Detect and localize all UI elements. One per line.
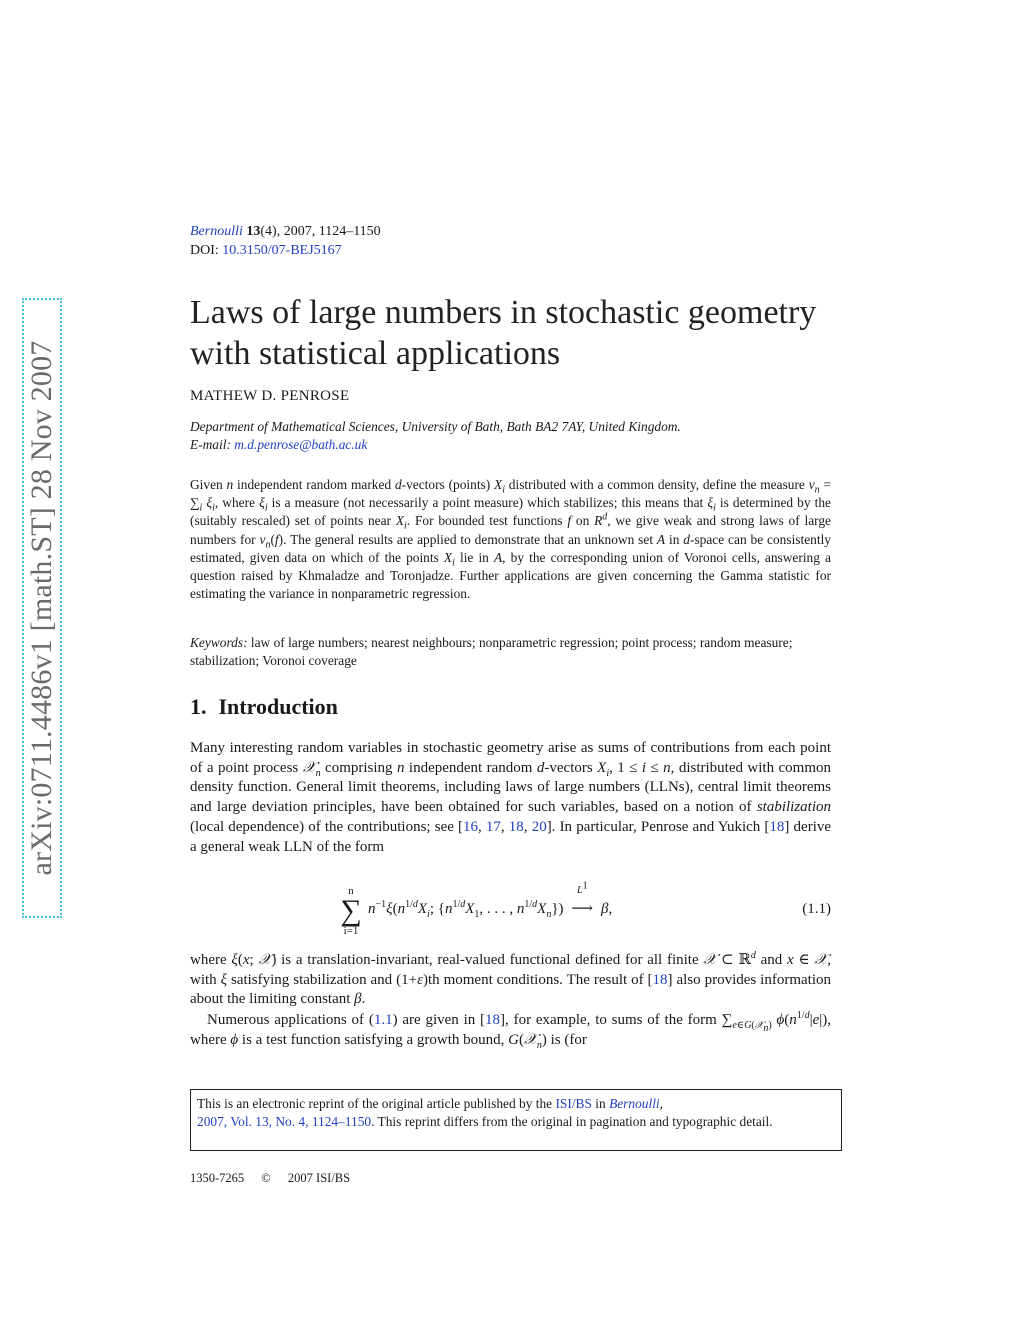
ref-link[interactable]: 16 <box>463 818 479 835</box>
email-label: E-mail: <box>190 437 231 452</box>
equation-1-1 <box>190 880 831 941</box>
arxiv-stamp[interactable]: arXiv:0711.4486v1 [math.ST] 28 Nov 2007 <box>25 340 58 876</box>
journal-volume: 13 <box>246 224 261 239</box>
equation-body: $n^{-1}\xi(n^{1/d}X_i$; {$n^{1/d}X_1$, . . . , $n^{1/d}X_n$}) $L^1$ ⟶ β, <box>368 880 613 920</box>
summation: n ∑ i=1 <box>340 885 362 937</box>
author-name: MATHEW D. PENROSE <box>190 388 350 404</box>
doi-link[interactable]: 10.3150/07-BEJ5167 <box>222 243 342 258</box>
ref-link[interactable]: 20 <box>531 818 547 835</box>
paper-title: Laws of large numbers in stochastic geometry with statistical applications <box>190 294 817 372</box>
citation-link[interactable]: 2007, Vol. 13, No. 4, 1124–1150 <box>197 1114 372 1129</box>
keywords <box>190 634 831 670</box>
issn: 1350-7265 <box>190 1171 245 1185</box>
journal-issue-pages: (4), 2007, 1124–1150 <box>260 224 381 239</box>
isi-link[interactable]: ISI/BS <box>555 1096 592 1111</box>
bernoulli-link[interactable]: Bernoulli <box>609 1096 660 1111</box>
section-title: Introduction <box>218 694 338 719</box>
equation-ref-link[interactable]: 1.1 <box>373 1012 393 1028</box>
affiliation-block <box>190 418 835 454</box>
ref-link[interactable]: 18 <box>652 971 668 988</box>
doi-label: DOI: <box>190 243 219 258</box>
paragraph-2: where ξ(x; 𝒳) is a translation-invariant, real-valued functional defined for all finite 𝒳 ⊂ ℝ$^d$ and x ∈ 𝒳, with ξ satisfying stabilization and (1+ε)th moment conditions. The result of [18] also provides information about the limiting constant β. <box>190 950 831 1008</box>
sum-upper: n <box>348 885 354 897</box>
copyright-text: 2007 ISI/BS <box>287 1171 351 1185</box>
section-heading <box>190 694 338 720</box>
ref-link[interactable]: 17 <box>485 818 501 835</box>
intro-paragraph: Many interesting random variables in stochastic geometry arise as sums of contributions from each point of a point process 𝒳$_n$ comprising n independent random d-vectors $X_i$, 1 ≤ i ≤ n, distributed with common density function. General limit theorems, including laws of large numbers (LLNs), central limit theorems and large deviation principles, have been obtained for such variables, based on a notion of stabilization (local dependence) of the contributions; see [16, 17, 18, 20]. In particular, Penrose and Yukich [18] derive a general weak LLN of the form <box>190 740 832 855</box>
journal-header <box>190 222 381 260</box>
abstract: Given n independent random marked d-vectors (points) $X_i$ distributed with a common density, define the measure $\nu_n = \sum_i$ $\xi_i$, where $\xi_i$ is a measure (not necessarily a point measure) which stabilizes; this means that $\xi_i$ is determined by the (suitably rescaled) set of points near $X_i$. For bounded test functions f on $R^d$, we give weak and strong laws of large numbers for $\nu_n(f)$. The general results are applied to demonstrate that an unknown set A in d-space can be consistently estimated, given data on which of the points $X_i$ lie in A, by the corresponding union of Voronoi cells, answering a question raised by Khmaladze and Toronjadze. Further applications are given concerning the Gamma statistic for estimating the variance in nonparametric regression. <box>190 477 832 602</box>
sum-lower: i=1 <box>343 925 359 937</box>
email-link[interactable]: m.d.penrose@bath.ac.uk <box>234 437 368 452</box>
footer <box>190 1171 350 1186</box>
equation-label: (1.1) <box>802 901 831 917</box>
copyright-icon: © <box>261 1171 271 1185</box>
ref-link[interactable]: 18 <box>508 818 524 835</box>
section-number: 1. <box>190 694 207 719</box>
ref-link[interactable]: 18 <box>769 818 785 835</box>
ref-link[interactable]: 18 <box>485 1012 501 1028</box>
journal-link[interactable]: Bernoulli <box>190 224 243 239</box>
affiliation: Department of Mathematical Sciences, University of Bath, Bath BA2 7AY, United Kingdom. <box>190 419 681 434</box>
paragraph-3: Numerous applications of (1.1) are given in [18], for example, to sums of the form $\sum_{e\in G(𝒳_n)}$ $\phi(n^{1/d}|e|)$, where ϕ is a test function satisfying a growth bound, G(𝒳$_n$) is (for <box>190 1010 831 1051</box>
keywords-label: Keywords: <box>190 635 248 650</box>
keywords-list: law of large numbers; nearest neighbours; nonparametric regression; point process; random measure; stabilization; Voronoi coverage <box>190 635 793 669</box>
reprint-notice: This is an electronic reprint of the original article published by the ISI/BS in Bernoulli, 2007, Vol. 13, No. 4, 1124–1150. This reprint differs from the original in pagination and typographic detail. <box>190 1089 842 1151</box>
